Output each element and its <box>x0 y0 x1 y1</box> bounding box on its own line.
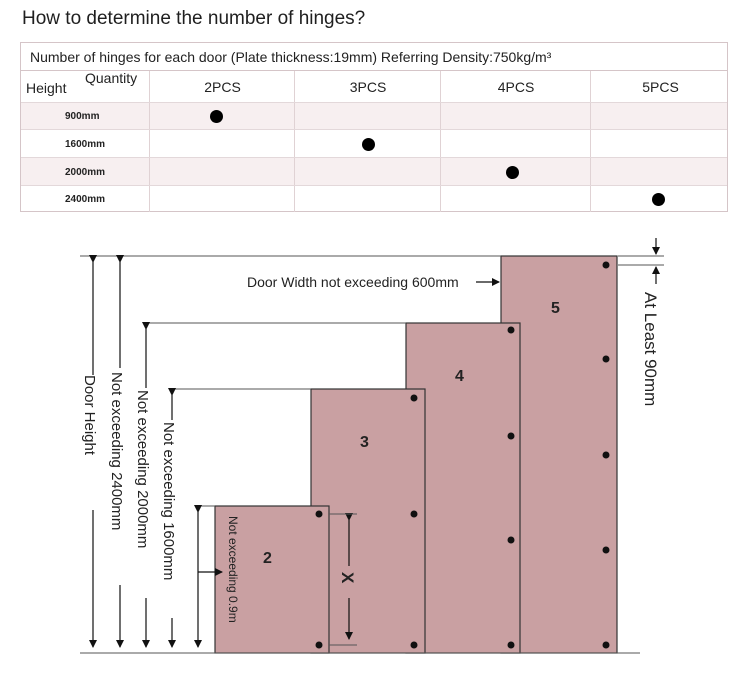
table-row: 1600mm <box>21 130 727 158</box>
x-label: X <box>338 572 357 584</box>
page-title: How to determine the number of hinges? <box>22 8 366 29</box>
quantity-label: Quantity <box>85 70 138 86</box>
door-height-label: Door Height <box>81 375 98 456</box>
col-4pcs: 4PCS <box>440 71 590 102</box>
door-width-label: Door Width not exceeding 600mm <box>247 274 459 290</box>
col-3pcs: 3PCS <box>294 71 440 102</box>
table-row: 900mm <box>21 103 727 130</box>
dim-2000-label: Not exceeding 2000mm <box>134 390 151 549</box>
table-header: Number of hinges for each door (Plate thickness:19mm) Referring Density:750kg/m³ <box>21 43 727 71</box>
door-3-label: 3 <box>360 434 369 451</box>
col-5pcs: 5PCS <box>590 71 729 102</box>
table-row: 2400mm <box>21 186 727 212</box>
dim-09-label: Not exceeding 0.9m <box>226 516 240 623</box>
table-row: 2000mm <box>21 158 727 186</box>
dim-2400-label: Not exceeding 2400mm <box>108 372 125 531</box>
door-4-label: 4 <box>455 368 464 385</box>
height-label: Height <box>26 80 67 96</box>
col-2pcs: 2PCS <box>149 71 294 102</box>
at-least-label: At Least 90mm <box>641 292 660 407</box>
dim-1600-label: Not exceeding 1600mm <box>160 422 177 581</box>
door-2-label: 2 <box>263 550 272 567</box>
door-5-label: 5 <box>551 300 560 317</box>
